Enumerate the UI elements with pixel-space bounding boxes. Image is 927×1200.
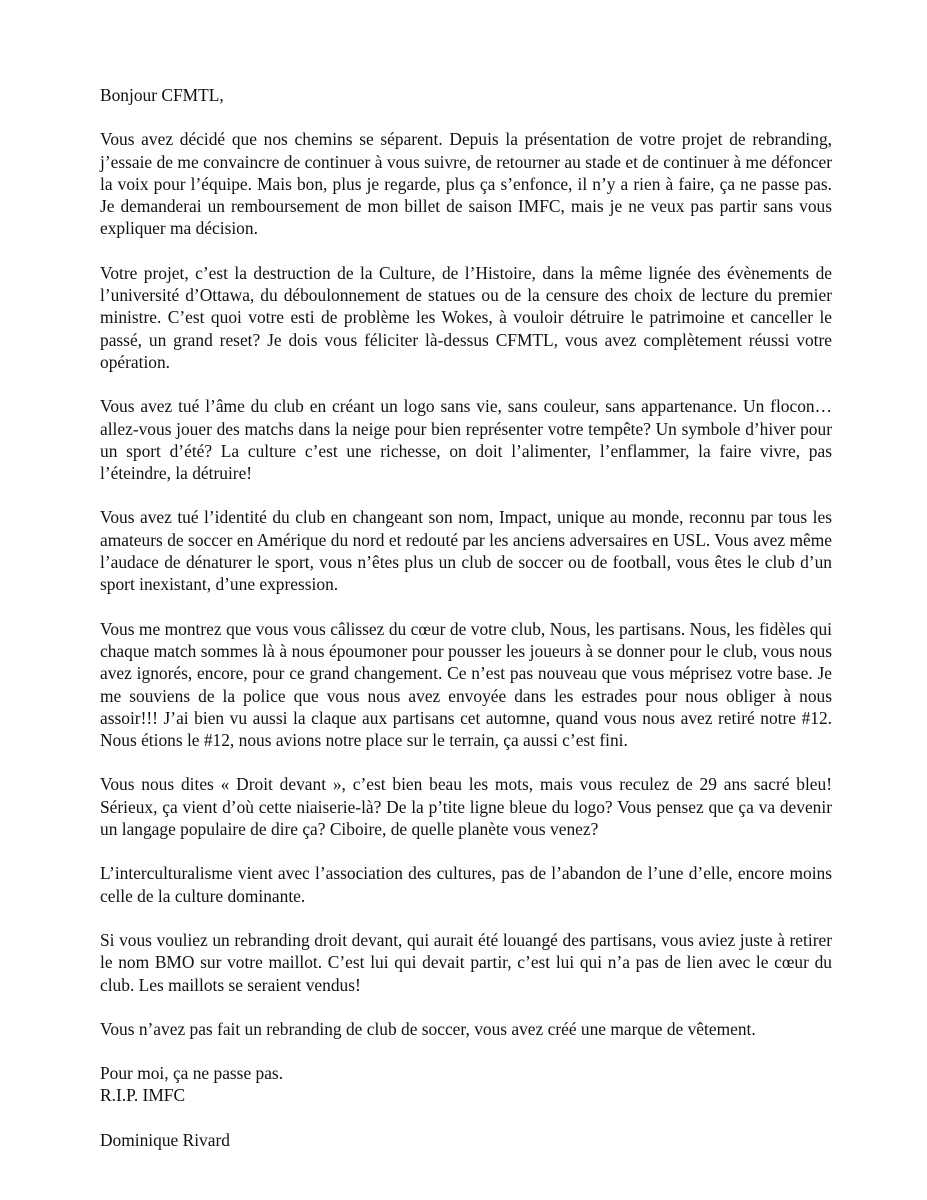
closing-line-2: R.I.P. IMFC	[100, 1085, 186, 1106]
signature: Dominique Rivard	[100, 1129, 230, 1150]
paragraph-supporters: Vous me montrez que vous vous câlissez du cœur de votre club, Nous, les partisans. Nous, les fidèles qui chaque match sommes là à nous époumoner pour pousser les joueurs à se donner pour le club, vous nous avez ignorés, encore, pour ce grand changement. Ce n’est pas nouveau que vous méprisez votre base. Je me souviens de la police que vous nous avez envoyée dans les estrades pour nous obliger à nous assoir!!! J’ai bien vu aussi la claque aux partisans cet automne, quand vous nous avez retiré notre #12. Nous étions le #12, nous avions notre place sur le terrain, ça aussi c’est fini.	[100, 618, 832, 751]
paragraph-culture-destruction: Votre projet, c’est la destruction de la Culture, de l’Histoire, dans la même lignée des évènements de l’université d’Ottawa, du déboulonnement de statues ou de la censure des choix de lecture du premier ministre. C’est quoi votre esti de problème les Wokes, à vouloir détruire le patrimoine et canceller le passé, un grand reset? Je dois vous féliciter là-dessus CFMTL, vous avez complètement réussi votre opération.	[100, 262, 832, 372]
paragraph-bmo: Si vous vouliez un rebranding droit devant, qui aurait été louangé des partisans, vous aviez juste à retirer le nom BMO sur votre maillot. C’est lui qui devait partir, c’est lui qui n’a pas de lien avec le cœur du club. Les maillots se seraient vendus!	[100, 929, 832, 995]
paragraph-clothing-brand: Vous n’avez pas fait un rebranding de club de soccer, vous avez créé une marque de vêtement.	[100, 1018, 756, 1039]
closing-line-1: Pour moi, ça ne passe pas.	[100, 1063, 284, 1084]
paragraph-slogan: Vous nous dites « Droit devant », c’est bien beau les mots, mais vous reculez de 29 ans sacré bleu! Sérieux, ça vient d’où cette niaiserie-là? De la p’tite ligne bleue du logo? Vous pensez que ça va devenir un langage populaire de dire ça? Ciboire, de quelle planète vous venez?	[100, 774, 832, 840]
paragraph-departure: Vous avez décidé que nos chemins se séparent. Depuis la présentation de votre projet de rebranding, j’essaie de me convaincre de continuer à vous suivre, de retourner au stade et de continuer à me défoncer la voix pour l’équipe. Mais bon, plus je regarde, plus ça s’enfonce, il n’y a rien à faire, ça ne passe pas. Je demanderai un remboursement de mon billet de saison IMFC, mais je ne veux pas partir sans vous expliquer ma décision.	[100, 129, 832, 239]
letter-body	[100, 84, 832, 1151]
paragraph-interculturalism: L’interculturalisme vient avec l’association des cultures, pas de l’abandon de l’une d’elle, encore moins celle de la culture dominante.	[100, 863, 832, 906]
paragraph-logo: Vous avez tué l’âme du club en créant un logo sans vie, sans couleur, sans appartenance. Un flocon… allez-vous jouer des matchs dans la neige pour bien représenter votre tempête? Un symbole d’hiver pour un sport d’été? La culture c’est une richesse, on doit l’alimenter, l’enflammer, la faire vivre, pas l’éteindre, la détruire!	[100, 396, 832, 484]
closing-block	[100, 1062, 832, 1107]
greeting: Bonjour CFMTL,	[100, 85, 224, 105]
paragraph-identity: Vous avez tué l’identité du club en changeant son nom, Impact, unique au monde, reconnu par tous les amateurs de soccer en Amérique du nord et redouté par les anciens adversaires en USL. Vous avez même l’audace de dénaturer le sport, vous n’êtes plus un club de soccer ou de football, vous êtes le club d’un sport inexistant, d’une expression.	[100, 507, 832, 595]
